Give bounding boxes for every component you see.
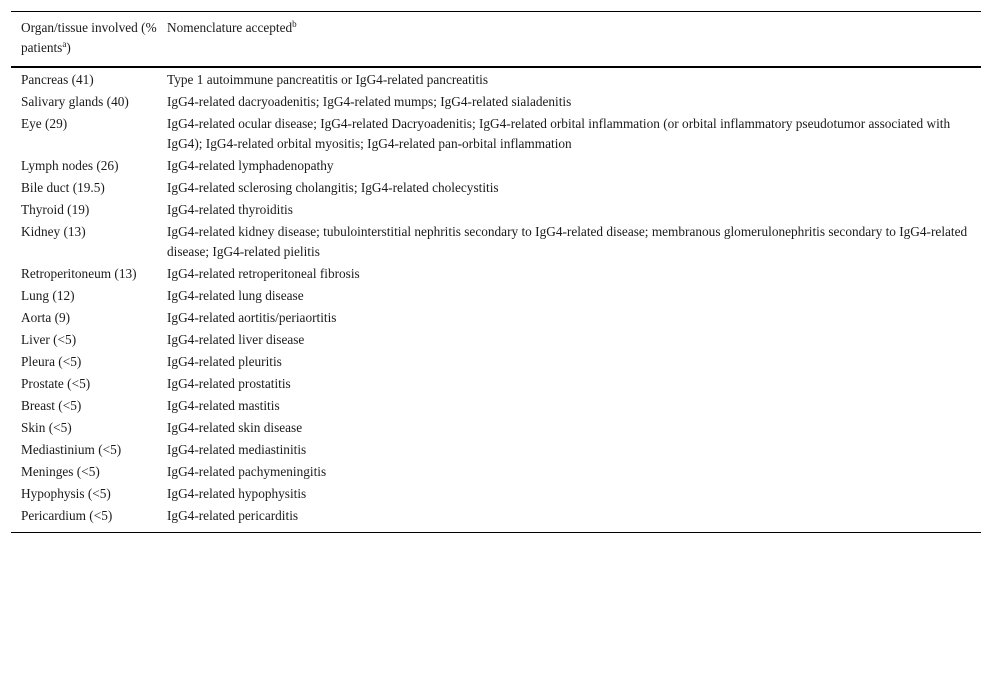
nomenclature-cell: IgG4-related liver disease — [167, 332, 305, 347]
table-row — [11, 156, 981, 178]
table-row — [11, 418, 981, 440]
nomenclature-cell: IgG4-related mastitis — [167, 398, 280, 413]
header-nomenclature-label: Nomenclature accepted — [167, 20, 293, 35]
nomenclature-cell: IgG4-related mediastinitis — [167, 442, 307, 457]
table-row — [11, 92, 981, 114]
table-row — [11, 264, 981, 286]
table-row — [11, 114, 981, 156]
table-row — [11, 462, 981, 484]
nomenclature-cell: IgG4-related thyroiditis — [167, 202, 293, 217]
nomenclature-cell: IgG4-related sclerosing cholangitis; IgG4-related cholecystitis — [167, 180, 499, 195]
table-row — [11, 396, 981, 418]
table-row — [11, 178, 981, 200]
table-row — [11, 330, 981, 352]
organ-cell: Bile duct (19.5) — [21, 180, 105, 195]
nomenclature-cell: IgG4-related pericarditis — [167, 508, 299, 523]
nomenclature-table-container — [11, 11, 981, 533]
footnote-b-marker: b — [292, 19, 297, 29]
nomenclature-cell: IgG4-related ocular disease; IgG4-related Dacryoadenitis; IgG4-related orbital inflammation (or orbital inflammatory pseudotumor associated with IgG4); IgG4-related orbital myositis; IgG4-related pan-orbital inflammation — [167, 116, 951, 151]
table-row — [11, 374, 981, 396]
nomenclature-cell: Type 1 autoimmune pancreatitis or IgG4-related pancreatitis — [167, 72, 489, 87]
table-row — [11, 286, 981, 308]
header-organ-label: Organ/tissue involved (% patients — [21, 20, 157, 55]
table-row — [11, 67, 981, 92]
table-row — [11, 440, 981, 462]
organ-cell: Pancreas (41) — [21, 72, 94, 87]
nomenclature-cell: IgG4-related lung disease — [167, 288, 304, 303]
table-row — [11, 222, 981, 264]
organ-cell: Hypophysis (<5) — [21, 486, 111, 501]
header-organ-close: ) — [66, 40, 71, 55]
organ-cell: Prostate (<5) — [21, 376, 91, 391]
organ-cell: Breast (<5) — [21, 398, 82, 413]
organ-cell: Meninges (<5) — [21, 464, 100, 479]
organ-cell: Lung (12) — [21, 288, 75, 303]
nomenclature-cell: IgG4-related pleuritis — [167, 354, 282, 369]
organ-cell: Liver (<5) — [21, 332, 77, 347]
table-row — [11, 308, 981, 330]
organ-cell: Pericardium (<5) — [21, 508, 113, 523]
table-header — [11, 12, 981, 68]
organ-cell: Lymph nodes (26) — [21, 158, 119, 173]
nomenclature-cell: IgG4-related aortitis/periaortitis — [167, 310, 337, 325]
nomenclature-cell: IgG4-related skin disease — [167, 420, 303, 435]
organ-cell: Skin (<5) — [21, 420, 72, 435]
nomenclature-cell: IgG4-related pachymeningitis — [167, 464, 327, 479]
nomenclature-table — [11, 11, 981, 533]
table-row — [11, 484, 981, 506]
organ-cell: Mediastinium (<5) — [21, 442, 122, 457]
table-row — [11, 352, 981, 374]
nomenclature-cell: IgG4-related lymphadenopathy — [167, 158, 334, 173]
organ-cell: Aorta (9) — [21, 310, 71, 325]
header-organ — [11, 12, 157, 68]
table-row — [11, 200, 981, 222]
footnote-a-marker: a — [62, 39, 67, 49]
organ-cell: Kidney (13) — [21, 224, 86, 239]
organ-cell: Pleura (<5) — [21, 354, 82, 369]
nomenclature-cell: IgG4-related hypophysitis — [167, 486, 307, 501]
organ-cell: Retroperitoneum (13) — [21, 266, 137, 281]
table-body — [11, 67, 981, 533]
organ-cell: Eye (29) — [21, 116, 68, 131]
table-row — [11, 506, 981, 533]
nomenclature-cell: IgG4-related kidney disease; tubulointerstitial nephritis secondary to IgG4-related disease; membranous glomerulonephritis secondary to IgG4-related disease; IgG4-related pielitis — [167, 224, 968, 259]
header-row — [11, 12, 981, 68]
organ-cell: Salivary glands (40) — [21, 94, 129, 109]
nomenclature-cell: IgG4-related retroperitoneal fibrosis — [167, 266, 360, 281]
nomenclature-cell: IgG4-related prostatitis — [167, 376, 291, 391]
nomenclature-cell: IgG4-related dacryoadenitis; IgG4-related mumps; IgG4-related sialadenitis — [167, 94, 572, 109]
organ-cell: Thyroid (19) — [21, 202, 90, 217]
header-nomenclature — [157, 12, 981, 68]
